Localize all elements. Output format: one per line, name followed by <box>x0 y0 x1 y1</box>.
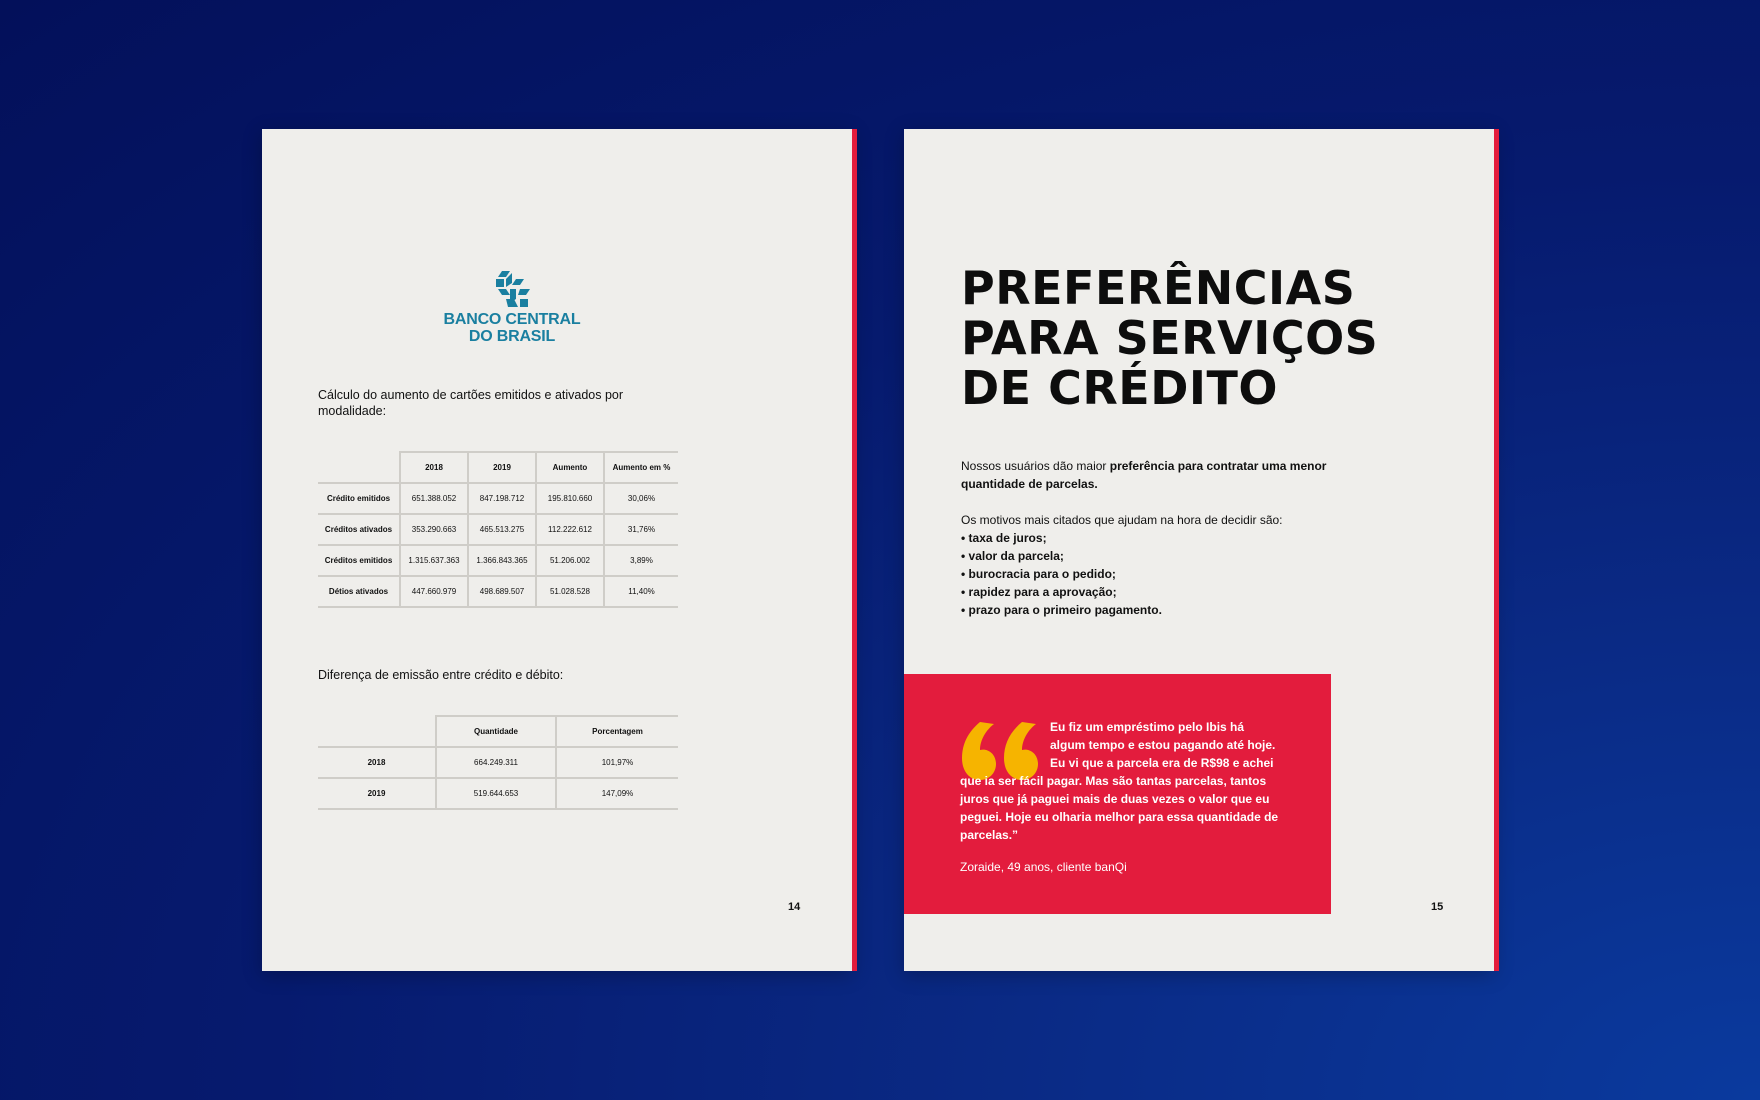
table-row <box>318 576 678 607</box>
list-item: • taxa de juros; <box>961 531 1047 545</box>
column-header: Porcentagem <box>556 716 678 747</box>
table-cell: 447.660.979 <box>400 576 468 607</box>
column-header: 2018 <box>400 452 468 483</box>
table-cell: 664.249.311 <box>436 747 556 778</box>
testimonial-box <box>904 674 1331 914</box>
table-cell: 1.315.637.363 <box>400 545 468 576</box>
table-cell: 101,97% <box>556 747 678 778</box>
list-item: • burocracia para o pedido; <box>961 567 1116 581</box>
table-row <box>318 747 678 778</box>
page-left <box>262 129 852 971</box>
table-cell: 30,06% <box>604 483 678 514</box>
table-cell: 147,09% <box>556 778 678 809</box>
table-header-row <box>318 716 678 747</box>
quote-text: Eu fiz um empréstimo pelo Ibis há algum tempo e estou pagando até hoje. Eu vi que a parcela era de R$98 e achei que ia ser fácil pagar. Mas são tantas parcelas, tantos juros que já paguei mais de duas vezes o valor que eu peguei. Hoje eu olharia melhor para essa quantidade de parcelas.” <box>960 720 1279 842</box>
cards-table <box>318 451 678 608</box>
table-corner-cell <box>318 716 436 747</box>
row-header-cell: 2019 <box>318 778 436 809</box>
table-cell: 498.689.507 <box>468 576 536 607</box>
row-header-cell: Créditos ativados <box>318 514 400 545</box>
row-header-cell: Crédito emitidos <box>318 483 400 514</box>
table-cell: 195.810.660 <box>536 483 604 514</box>
table1-caption: Cálculo do aumento de cartões emitidos e ativados por modalidade: <box>318 388 624 418</box>
list-item: • prazo para o primeiro pagamento. <box>961 603 1162 617</box>
page-edge-left <box>852 129 857 971</box>
table-cell: 11,40% <box>604 576 678 607</box>
table-header-row <box>318 452 678 483</box>
table-cell: 112.222.612 <box>536 514 604 545</box>
page-title <box>961 263 1461 413</box>
title-line: DE CRÉDITO <box>961 361 1279 415</box>
title-line: PREFERÊNCIAS <box>961 261 1356 315</box>
logo-text-line2: DO BRASIL <box>468 328 556 345</box>
table-cell: 465.513.275 <box>468 514 536 545</box>
table-row <box>318 545 678 576</box>
column-header: Quantidade <box>436 716 556 747</box>
page-number: 15 <box>1431 901 1444 913</box>
row-header-cell: Détios ativados <box>318 576 400 607</box>
reasons-list <box>961 529 1361 619</box>
table-cell: 519.644.653 <box>436 778 556 809</box>
list-item: • rapidez para a aprovação; <box>961 585 1117 599</box>
page-right <box>904 129 1494 971</box>
page-number: 14 <box>788 901 801 913</box>
logo-text-line1: BANCO CENTRAL <box>443 311 581 328</box>
row-header-cell: 2018 <box>318 747 436 778</box>
table-cell: 51.028.528 <box>536 576 604 607</box>
intro-paragraph <box>961 457 1341 493</box>
table-row <box>318 483 678 514</box>
table-corner-cell <box>318 452 400 483</box>
credit-debit-table <box>318 715 678 810</box>
table-cell: 353.290.663 <box>400 514 468 545</box>
table-row <box>318 778 678 809</box>
intro-bold-text: preferência para contratar uma menor quantidade de parcelas. <box>961 459 1327 491</box>
list-item: • valor da parcela; <box>961 549 1064 563</box>
table-cell: 847.198.712 <box>468 483 536 514</box>
table-cell: 651.388.052 <box>400 483 468 514</box>
table2-caption: Diferença de emissão entre crédito e débito: <box>318 668 564 682</box>
banco-central-logo <box>427 269 597 345</box>
table-cell: 31,76% <box>604 514 678 545</box>
title-line: PARA SERVIÇOS <box>961 311 1379 365</box>
quote-spacer <box>960 718 1050 772</box>
testimonial-quote <box>960 718 1280 844</box>
table-row <box>318 514 678 545</box>
column-header: Aumento em % <box>604 452 678 483</box>
column-header: Aumento <box>536 452 604 483</box>
intro-plain-text: Nossos usuários dão maior <box>961 459 1110 473</box>
reasons-intro: Os motivos mais citados que ajudam na hora de decidir são: <box>961 513 1283 527</box>
reasons-block <box>961 511 1361 619</box>
row-header-cell: Créditos emitidos <box>318 545 400 576</box>
banco-central-logo-icon <box>490 269 534 311</box>
table-cell: 51.206.002 <box>536 545 604 576</box>
table-cell: 3,89% <box>604 545 678 576</box>
table-cell: 1.366.843.365 <box>468 545 536 576</box>
column-header: 2019 <box>468 452 536 483</box>
page-edge-right <box>1494 129 1499 971</box>
testimonial-author: Zoraide, 49 anos, cliente banQi <box>960 860 1127 874</box>
